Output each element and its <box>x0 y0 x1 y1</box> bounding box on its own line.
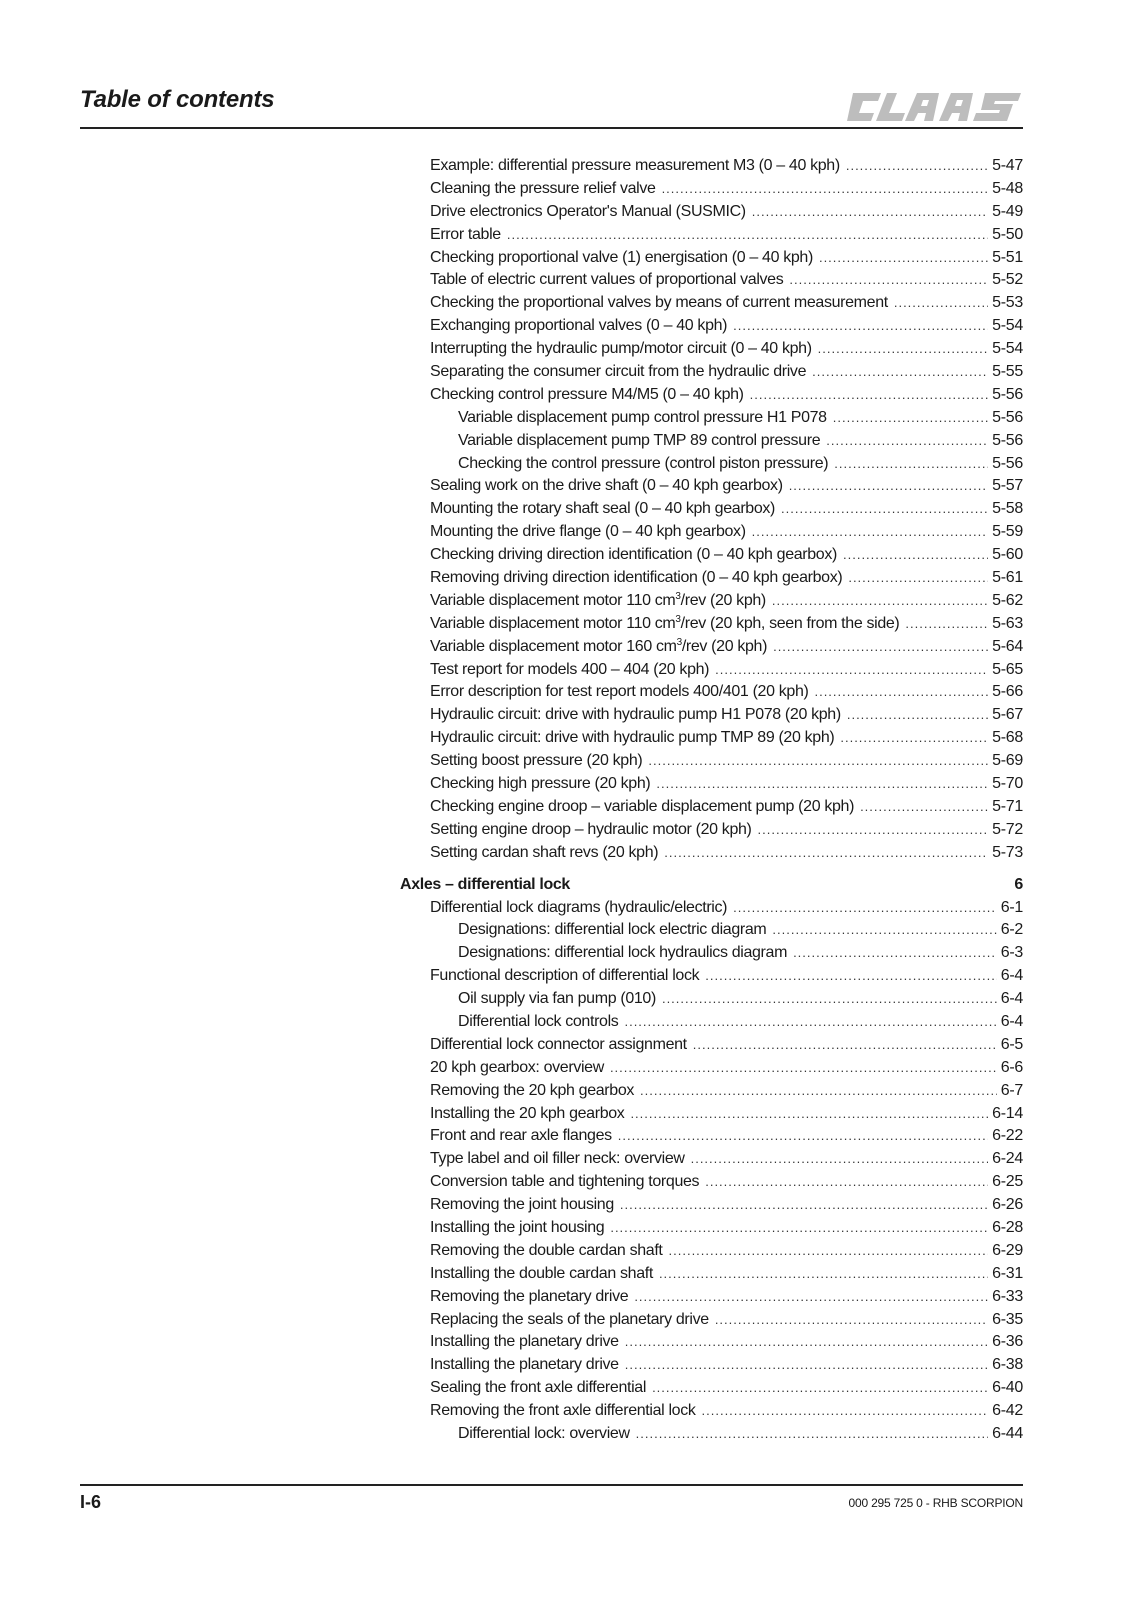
toc-entry-page: 5-48 <box>992 179 1023 197</box>
toc-entry[interactable] <box>400 1263 1023 1286</box>
toc-leader-dots <box>834 453 988 476</box>
toc-entry[interactable] <box>400 1423 1023 1446</box>
toc-entry[interactable] <box>400 521 1023 544</box>
toc-entry-title: Removing the 20 kph gearbox <box>430 1081 635 1099</box>
toc-entry-title: Installing the planetary drive <box>430 1333 619 1351</box>
toc-leader-dots <box>781 498 988 521</box>
toc-entry[interactable] <box>400 1354 1023 1377</box>
toc-entry-title: 20 kph gearbox: overview <box>430 1058 604 1076</box>
toc-entry[interactable] <box>400 407 1023 430</box>
toc-entry-page: 6-22 <box>992 1127 1023 1145</box>
toc-leader-dots <box>793 942 997 965</box>
toc-entry-page: 5-56 <box>992 454 1023 472</box>
toc-entry[interactable] <box>400 613 1023 636</box>
toc-leader-dots <box>758 819 989 842</box>
toc-entry[interactable] <box>400 567 1023 590</box>
toc-entry-title: Checking the proportional valves by means of current measurement <box>430 294 888 312</box>
toc-entry-title: Separating the consumer circuit from the hydraulic drive <box>430 363 807 381</box>
toc-entry-page: 5-56 <box>992 385 1023 403</box>
toc-entry[interactable] <box>400 224 1023 247</box>
toc-entry-title: Interrupting the hydraulic pump/motor circuit (0 – 40 kph) <box>430 340 812 358</box>
toc-entry[interactable] <box>400 269 1023 292</box>
toc-entry[interactable] <box>400 247 1023 270</box>
toc-leader-dots <box>625 1331 988 1354</box>
toc-entry[interactable] <box>400 1057 1023 1080</box>
toc-entry-page: 6-4 <box>1000 1012 1023 1030</box>
toc-entry-title: Designations: differential lock electric diagram <box>458 921 767 939</box>
toc-entry[interactable] <box>400 919 1023 942</box>
toc-leader-dots <box>620 1194 988 1217</box>
toc-leader-dots <box>640 1080 997 1103</box>
toc-entry-page: 5-68 <box>992 729 1023 747</box>
toc-entry-page: 6-29 <box>992 1241 1023 1259</box>
toc-leader-dots <box>664 842 988 865</box>
toc-entry-title: Removing the planetary drive <box>430 1287 629 1305</box>
toc-entry[interactable] <box>400 965 1023 988</box>
toc-entry-title: Checking high pressure (20 kph) <box>430 775 651 793</box>
toc-leader-dots <box>818 338 989 361</box>
toc-entry-page: 5-50 <box>992 225 1023 243</box>
toc-leader-dots <box>691 1148 989 1171</box>
toc-entry-title: Type label and oil filler neck: overview <box>430 1150 685 1168</box>
toc-entry-page: 5-54 <box>992 340 1023 358</box>
toc-leader-dots <box>630 1103 988 1126</box>
toc-entry-page: 5-53 <box>992 294 1023 312</box>
toc-leader-dots <box>662 988 997 1011</box>
toc-entry-page: 5-61 <box>992 569 1023 587</box>
toc-leader-dots <box>789 475 988 498</box>
toc-entry-page: 6-4 <box>1000 967 1023 985</box>
toc-leader-dots <box>705 1171 988 1194</box>
toc-entry[interactable] <box>400 897 1023 920</box>
toc-entry-page: 6-40 <box>992 1379 1023 1397</box>
toc-entry[interactable] <box>400 1171 1023 1194</box>
toc-entry-page: 5-73 <box>992 843 1023 861</box>
toc-entry-page: 6-25 <box>992 1173 1023 1191</box>
toc-entry[interactable] <box>400 590 1023 613</box>
toc-entry-title: Functional description of differential lock <box>430 967 700 985</box>
toc-entry[interactable] <box>400 1309 1023 1332</box>
toc-entry-title: Designations: differential lock hydraulics diagram <box>458 944 788 962</box>
toc-entry-page: 6-38 <box>992 1356 1023 1374</box>
toc-entry[interactable] <box>400 819 1023 842</box>
toc-entry[interactable] <box>400 1034 1023 1057</box>
toc-entry-title: Removing driving direction identification (0 – 40 kph gearbox) <box>430 569 843 587</box>
toc-entry[interactable] <box>400 750 1023 773</box>
toc-entry[interactable] <box>400 178 1023 201</box>
toc-entry-page: 6-44 <box>992 1424 1023 1442</box>
toc-entry[interactable] <box>400 681 1023 704</box>
toc-entry-page: 6-6 <box>1000 1058 1023 1076</box>
toc-entry[interactable] <box>400 544 1023 567</box>
toc-entry-title: Hydraulic circuit: drive with hydraulic pump TMP 89 (20 kph) <box>430 729 835 747</box>
toc-entry-title: Mounting the rotary shaft seal (0 – 40 kph gearbox) <box>430 500 776 518</box>
toc-entry[interactable] <box>400 1103 1023 1126</box>
toc-entry-title: Oil supply via fan pump (010) <box>458 990 656 1008</box>
toc-entry-title: Setting boost pressure (20 kph) <box>430 752 643 770</box>
toc-leader-dots <box>750 384 989 407</box>
toc-entry[interactable] <box>400 338 1023 361</box>
toc-entry[interactable] <box>400 498 1023 521</box>
footer-doc-ref: 000 295 725 0 - RHB SCORPION <box>848 1496 1023 1510</box>
toc-entry[interactable] <box>400 475 1023 498</box>
toc-entry[interactable] <box>400 704 1023 727</box>
toc-entry[interactable] <box>400 384 1023 407</box>
toc-leader-dots <box>840 727 988 750</box>
toc-entry[interactable] <box>400 1148 1023 1171</box>
toc-entry-page: 6-2 <box>1000 921 1023 939</box>
toc-entry-page: 6-14 <box>992 1104 1023 1122</box>
toc-entry[interactable] <box>400 796 1023 819</box>
toc-leader-dots <box>693 1034 997 1057</box>
toc-entry-title: Variable displacement motor 110 $cm^3$/rev (20 kph) <box>430 590 766 609</box>
toc-entry-title: Installing the joint housing <box>430 1218 605 1236</box>
toc-entry[interactable] <box>400 773 1023 796</box>
toc-entry-title: Test report for models 400 – 404 (20 kph) <box>430 660 710 678</box>
claas-logo <box>845 89 1023 125</box>
toc-leader-dots <box>826 430 988 453</box>
toc-entry-page: 6-35 <box>992 1310 1023 1328</box>
toc-entry-title: Example: differential pressure measurement M3 (0 – 40 kph) <box>430 157 840 174</box>
toc-entry-page: 5-54 <box>992 317 1023 335</box>
toc-entry[interactable] <box>400 1240 1023 1263</box>
toc-leader-dots <box>702 1400 989 1423</box>
toc-entry-title: Checking driving direction identification (0 – 40 kph gearbox) <box>430 546 837 564</box>
toc-entry-title: Installing the planetary drive <box>430 1356 619 1374</box>
toc-entry-page: 5-58 <box>992 500 1023 518</box>
toc-entry-page: 6-36 <box>992 1333 1023 1351</box>
toc-entry[interactable] <box>400 1286 1023 1309</box>
toc-leader-dots <box>652 1377 988 1400</box>
toc-leader-dots <box>610 1057 997 1080</box>
toc-entry-page: 5-71 <box>992 797 1023 815</box>
toc-entry-title: Removing the front axle differential lock <box>430 1402 696 1420</box>
toc-entry[interactable] <box>400 292 1023 315</box>
toc-entry-title: Cleaning the pressure relief valve <box>430 179 656 197</box>
toc-entry-page: 6-31 <box>992 1264 1023 1282</box>
toc-entry-title: Replacing the seals of the planetary drive <box>430 1310 709 1328</box>
toc-entry-title: Installing the 20 kph gearbox <box>430 1104 625 1122</box>
toc-entry-title: Checking proportional valve (1) energisation (0 – 40 kph) <box>430 248 813 266</box>
toc-entry-page: 5-66 <box>992 683 1023 701</box>
toc-leader-dots <box>715 1309 988 1332</box>
toc-entry-page: 5-51 <box>992 248 1023 266</box>
toc-entry-page: 5-59 <box>992 523 1023 541</box>
toc-entry-page: 6-7 <box>1000 1081 1023 1099</box>
toc-entry-title: Sealing the front axle differential <box>430 1379 647 1397</box>
toc-entry-title: Checking the control pressure (control piston pressure) <box>458 454 829 472</box>
toc-leader-dots <box>752 201 988 224</box>
toc-entry-page: 5-57 <box>992 477 1023 495</box>
toc-entry[interactable] <box>400 1217 1023 1240</box>
toc-leader-dots <box>659 1263 988 1286</box>
toc-entry-title: Differential lock: overview <box>458 1424 630 1442</box>
toc-leader-dots <box>669 1240 989 1263</box>
toc-leader-dots <box>812 361 988 384</box>
toc-leader-dots <box>833 407 988 430</box>
toc-entry[interactable] <box>400 727 1023 750</box>
toc-leader-dots <box>507 224 988 247</box>
toc-leader-dots <box>624 1011 996 1034</box>
footer-page-number: I-6 <box>80 1492 102 1512</box>
toc-entry-title: Error description for test report models 400/401 (20 kph) <box>430 683 809 701</box>
toc-leader-dots <box>773 636 988 659</box>
toc-entry-title: Variable displacement pump control pressure H1 P078 <box>458 408 827 426</box>
toc-entry-page: 5-65 <box>992 660 1023 678</box>
toc-entry-page: 5-52 <box>992 271 1023 289</box>
toc-entry[interactable] <box>400 430 1023 453</box>
toc-leader-dots <box>610 1217 988 1240</box>
toc-leader-dots <box>733 315 988 338</box>
toc-entry[interactable] <box>400 201 1023 224</box>
toc-entry-title: Installing the double cardan shaft <box>430 1264 653 1282</box>
toc-entry-title: Removing the joint housing <box>430 1196 614 1214</box>
toc-entry-title: Drive electronics Operator's Manual (SUSMIC) <box>430 202 746 220</box>
toc-entry-page: 6-42 <box>992 1402 1023 1420</box>
toc-entry-page: 5-55 <box>992 363 1023 381</box>
toc-entry[interactable] <box>400 842 1023 865</box>
toc-leader-dots <box>843 544 988 567</box>
toc-leader-dots <box>625 1354 988 1377</box>
toc-list <box>400 155 1023 1446</box>
toc-entry-title: Mounting the drive flange (0 – 40 kph gearbox) <box>430 523 746 541</box>
page-header <box>80 84 1023 128</box>
toc-entry[interactable] <box>400 942 1023 965</box>
toc-entry[interactable] <box>400 636 1023 659</box>
toc-leader-dots <box>819 247 988 270</box>
toc-entry-page: 5-62 <box>992 591 1023 609</box>
toc-entry-page: 6-1 <box>1000 898 1023 916</box>
toc-entry-title: Sealing work on the drive shaft (0 – 40 kph gearbox) <box>430 477 783 495</box>
toc-leader-dots <box>662 178 989 201</box>
toc-entry[interactable] <box>400 1194 1023 1217</box>
toc-leader-dots <box>789 269 988 292</box>
toc-entry[interactable] <box>400 155 1023 178</box>
toc-leader-dots <box>772 590 988 613</box>
toc-leader-dots <box>715 659 988 682</box>
toc-leader-dots <box>705 965 997 988</box>
toc-leader-dots <box>848 567 988 590</box>
toc-entry-page: 5-56 <box>992 408 1023 426</box>
footer-rule <box>80 1484 1023 1486</box>
toc-entry-title: Conversion table and tightening torques <box>430 1173 700 1191</box>
toc-section-page: 6 <box>1014 875 1023 893</box>
toc-entry-title: Checking control pressure M4/M5 (0 – 40 kph) <box>430 385 744 403</box>
toc-section-heading[interactable] <box>400 874 1023 897</box>
toc-entry[interactable] <box>400 1377 1023 1400</box>
page-title: Table of contents <box>80 86 275 113</box>
toc-entry-title: Variable displacement motor 160 $cm^3$/rev (20 kph) <box>430 636 768 655</box>
toc-entry-page: 6-26 <box>992 1196 1023 1214</box>
toc-leader-dots <box>905 613 988 636</box>
toc-entry[interactable] <box>400 1080 1023 1103</box>
toc-entry-title: Differential lock connector assignment <box>430 1035 687 1053</box>
toc-entry-title: Variable displacement motor 110 $cm^3$/rev (20 kph, seen from the side) <box>430 613 900 632</box>
toc-entry-page: 5-49 <box>992 202 1023 220</box>
toc-entry-page: 5-67 <box>992 706 1023 724</box>
toc-leader-dots <box>846 155 988 178</box>
toc-entry[interactable] <box>400 1331 1023 1354</box>
toc-entry-page: 5-64 <box>992 637 1023 655</box>
header-rule <box>80 127 1023 129</box>
toc-entry-page: 5-56 <box>992 431 1023 449</box>
toc-entry-title: Front and rear axle flanges <box>430 1127 612 1145</box>
toc-entry-page: 6-33 <box>992 1287 1023 1305</box>
toc-entry-title: Removing the double cardan shaft <box>430 1241 663 1259</box>
toc-entry-page: 6-28 <box>992 1218 1023 1236</box>
toc-leader-dots <box>618 1125 988 1148</box>
toc-entry-page: 5-47 <box>992 157 1023 174</box>
toc-entry-title: Checking engine droop – variable displacement pump (20 kph) <box>430 797 855 815</box>
toc-leader-dots <box>634 1286 988 1309</box>
toc-leader-dots <box>894 292 988 315</box>
toc-entry[interactable] <box>400 988 1023 1011</box>
toc-leader-dots <box>772 919 996 942</box>
toc-entry-page: 5-69 <box>992 752 1023 770</box>
toc-entry-page: 5-60 <box>992 546 1023 564</box>
toc-entry-page: 5-70 <box>992 775 1023 793</box>
toc-leader-dots <box>656 773 988 796</box>
toc-entry-title: Variable displacement pump TMP 89 control pressure <box>458 431 821 449</box>
toc-leader-dots <box>636 1423 989 1446</box>
toc-leader-dots <box>752 521 989 544</box>
toc-entry[interactable] <box>400 1125 1023 1148</box>
toc-entry-title: Error table <box>430 225 501 243</box>
toc-entry[interactable] <box>400 453 1023 476</box>
toc-entry-page: 6-3 <box>1000 944 1023 962</box>
toc-entry-page: 5-63 <box>992 614 1023 632</box>
toc-section-title: Axles – differential lock <box>400 875 570 893</box>
toc-entry-title: Table of electric current values of proportional valves <box>430 271 784 289</box>
toc-entry-title: Setting cardan shaft revs (20 kph) <box>430 843 659 861</box>
toc-entry-title: Setting engine droop – hydraulic motor (20 kph) <box>430 820 752 838</box>
toc-entry-page: 6-24 <box>992 1150 1023 1168</box>
toc-leader-dots <box>860 796 988 819</box>
toc-entry[interactable] <box>400 659 1023 682</box>
toc-entry[interactable] <box>400 1400 1023 1423</box>
toc-entry[interactable] <box>400 1011 1023 1034</box>
toc-leader-dots <box>648 750 988 773</box>
toc-leader-dots <box>814 681 988 704</box>
toc-entry-page: 6-5 <box>1000 1035 1023 1053</box>
toc-entry-title: Exchanging proportional valves (0 – 40 kph) <box>430 317 728 335</box>
toc-leader-dots <box>847 704 988 727</box>
toc-entry[interactable] <box>400 361 1023 384</box>
toc-leader-dots <box>733 897 997 920</box>
toc-entry-title: Differential lock diagrams (hydraulic/electric) <box>430 898 728 916</box>
toc-entry[interactable] <box>400 315 1023 338</box>
toc-entry-title: Differential lock controls <box>458 1012 619 1030</box>
toc-entry-page: 5-72 <box>992 820 1023 838</box>
toc-entry-title: Hydraulic circuit: drive with hydraulic pump H1 P078 (20 kph) <box>430 706 841 724</box>
toc-entry-page: 6-4 <box>1000 990 1023 1008</box>
